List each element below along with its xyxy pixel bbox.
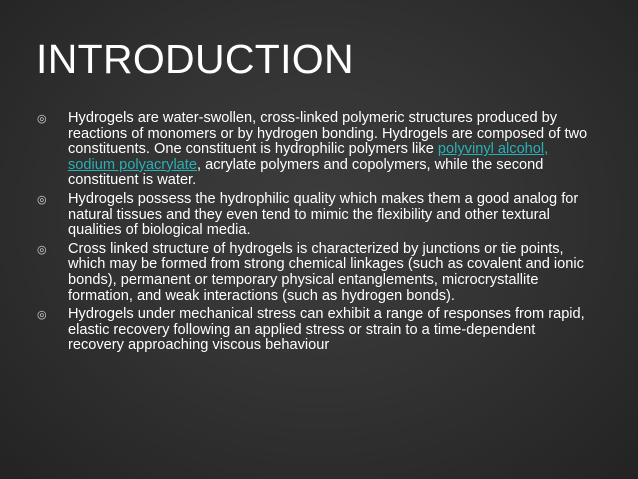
bullet-text: , acrylate polymers and copolymers, while the second constituent is water. [68,156,544,189]
slide-title: INTRODUCTION [36,36,354,82]
target-bullet-icon: ◎ [37,242,47,256]
bullet-text: Cross linked structure of hydrogels is characterized by junctions or tie points, which may be formed from strong chemical linkages (such as covalent and ionic bonds), permanent or temporary physical entanglements, microcrystallite formation, and weak interactions (such as hydrogen bonds). [68,240,584,304]
sodium-polyacrylate-link[interactable]: sodium polyacrylate [68,156,197,173]
bullet-text: Hydrogels possess the hydrophilic quality which makes them a good analog for natural tissues and they even tend to mimic the flexibility and other textural qualities of biological media. [68,190,579,239]
polyvinyl-alcohol-link[interactable]: polyvinyl alcohol, [437,141,549,158]
bullet-list [37,111,593,357]
bullet-item [37,111,593,189]
target-bullet-icon: ◎ [37,308,47,322]
bullet-text: Hydrogels are water-swollen, cross-linked polymeric structures produced by reactions of monomers or by hydrogen bonding. Hydrogels are composed of two constituents. One constituent is hydrophilic polymers like [68,110,588,158]
target-bullet-icon: ◎ [37,192,47,206]
bullet-text: Hydrogels under mechanical stress can exhibit a range of responses from rapid, elastic recovery following an applied stress or strain to a time-dependent recovery approaching viscous behaviour [68,306,585,354]
target-bullet-icon: ◎ [37,112,47,125]
bullet-item [37,242,593,304]
bullet-item [37,192,593,239]
bullet-item [37,307,593,354]
